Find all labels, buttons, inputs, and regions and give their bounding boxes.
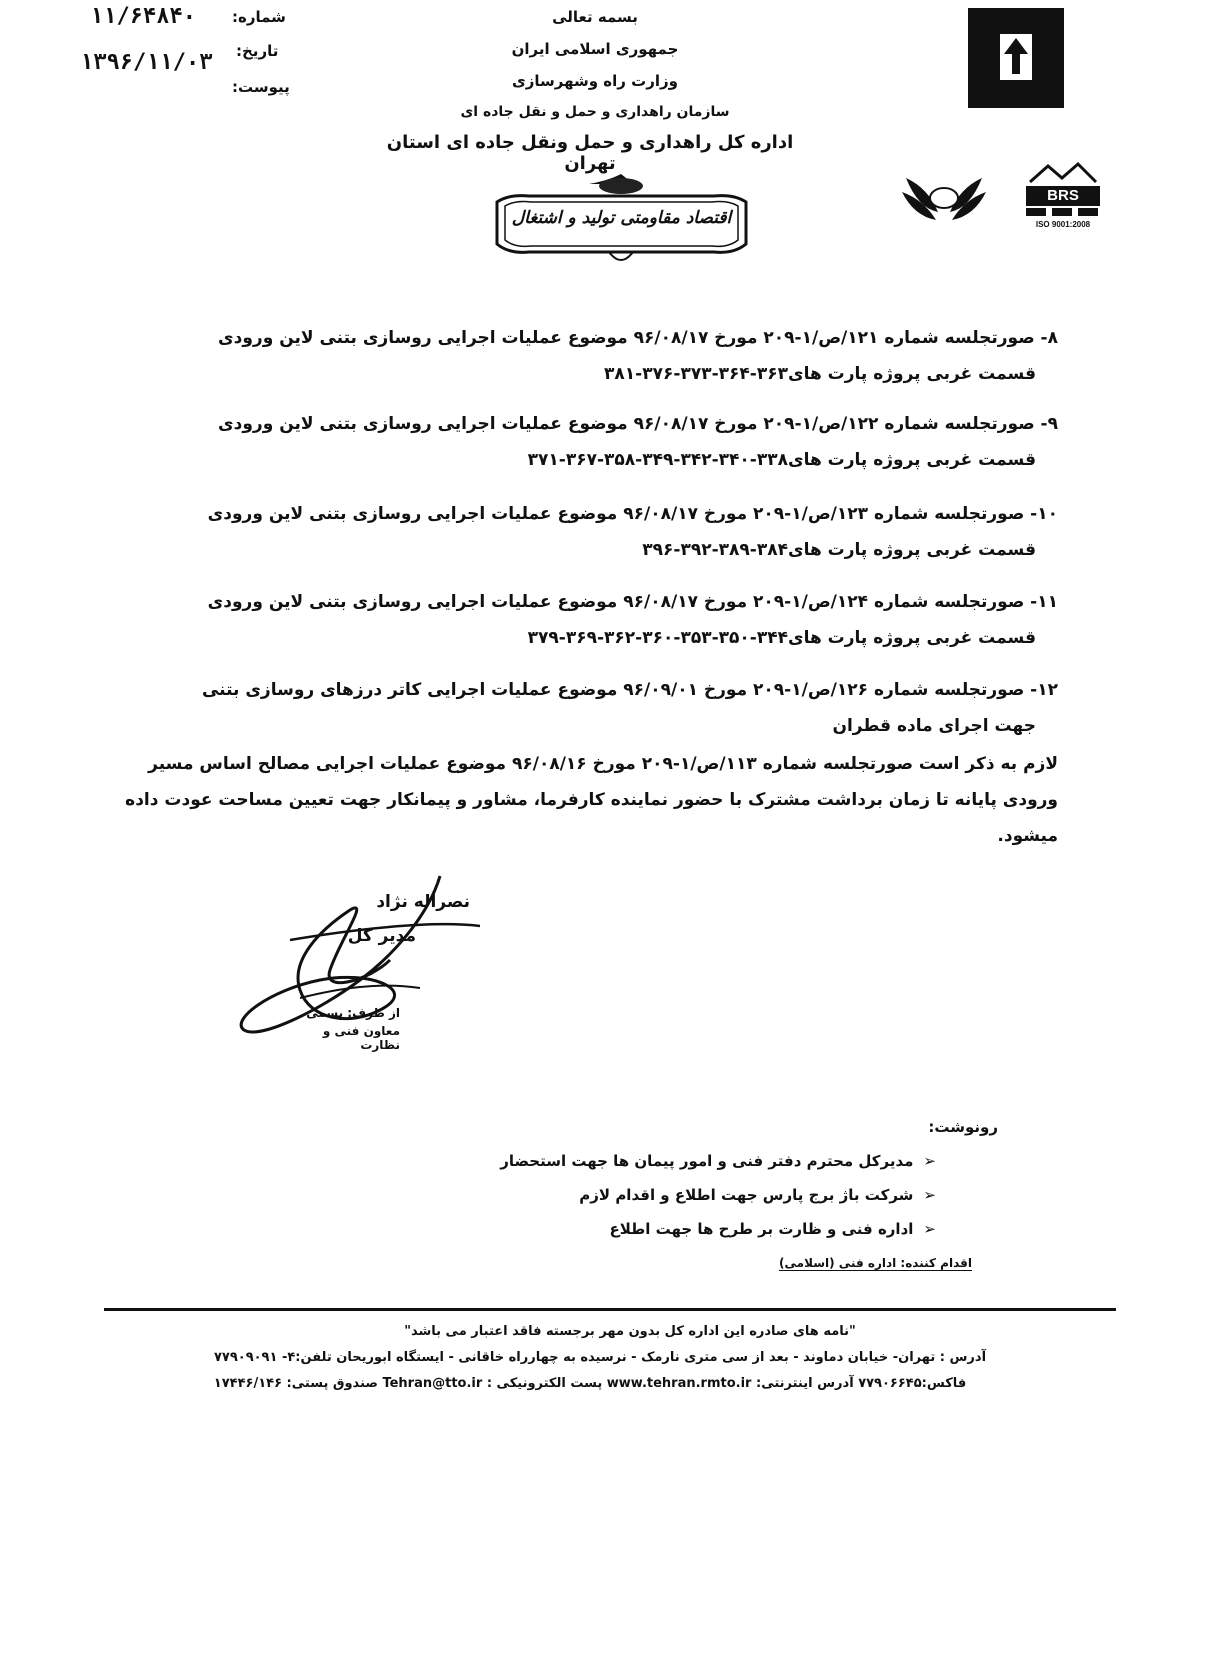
footer-address: آدرس : تهران- خیابان دماوند - بعد از سی متری نارمک - نرسیده به چهارراه خاقانی - ایستگاه ابوریحان تلفن:۴- ۷۷۹۰۹۰۹۱	[213, 1350, 987, 1365]
cc-item	[500, 1152, 936, 1170]
brs-text: BRS	[1047, 187, 1079, 204]
cc-item	[609, 1220, 936, 1238]
cc-item-text: مدیرکل محترم دفتر فنی و امور پیمان ها جهت استحضار	[500, 1152, 914, 1170]
wings-logo	[898, 168, 990, 230]
date-value: ۱۳۹۶/۱۱/۰۳	[80, 50, 213, 75]
action-by: اقدام کننده: اداره فنی (اسلامی)	[779, 1256, 972, 1270]
brs-iso-logo	[1022, 160, 1104, 232]
deputy-text: معاون فنی و نظارت	[322, 1024, 400, 1052]
footer-notice: "نامه های صادره این اداره کل بدون مهر برجسته فاقد اعتبار می باشد"	[404, 1324, 856, 1339]
note-line-3: میشود.	[997, 826, 1058, 846]
signatory-name: نصراله نژاد	[376, 892, 470, 912]
item-line-2: جهت اجرای ماده قطران	[832, 716, 1036, 736]
country-name: جمهوری اسلامی ایران	[511, 40, 679, 58]
date-label: تاریخ:	[236, 42, 279, 60]
note-paragraph	[98, 746, 1058, 854]
item-line-1: ۱۰- صورتجلسه شماره ۱۲۳/ص/۱-۲۰۹ مورخ ۹۶/۰۸/۱۷ موضوع عملیات اجرایی روسازی بتنی لاین ورودی	[207, 504, 1058, 524]
list-item	[138, 584, 1058, 656]
slogan-emblem	[489, 172, 754, 272]
list-item	[138, 406, 1058, 478]
item-line-2: قسمت غربی پروژه پارت های۳۶۳-۳۶۴-۳۷۳-۳۷۶-۳۸۱	[604, 364, 1036, 384]
footer-contact: فاکس:۷۷۹۰۶۶۴۵ آدرس اینترنتی: www.tehran.rmto.ir پست الکترونیکی : Tehran@tto.ir صندوق پستی: ۱۷۴۴۶/۱۴۶	[213, 1376, 967, 1391]
signatory-title: مدیر کل	[347, 926, 416, 946]
ministry-logo-icon	[964, 4, 1068, 112]
slogan-text: اقتصاد مقاومتی تولید و اشتغال	[511, 208, 732, 228]
item-line-1: ۱۲- صورتجلسه شماره ۱۲۶/ص/۱-۲۰۹ مورخ ۹۶/۰۹/۰۱ موضوع عملیات اجرایی کاتر درزهای روسازی بتنی	[201, 680, 1058, 700]
note-line-2: ورودی پایانه تا زمان برداشت مشترک با حضور نماینده کارفرما، مشاور و پیمانکار جهت تعیین مساحت عودت داده	[125, 790, 1058, 810]
organization-name: سازمان راهداری و حمل و نقل جاده ای	[460, 104, 730, 120]
wings-logo-icon	[898, 168, 990, 230]
list-item	[138, 320, 1058, 392]
item-line-1: ۹- صورتجلسه شماره ۱۲۲/ص/۱-۲۰۹ مورخ ۹۶/۰۸/۱۷ موضوع عملیات اجرایی روسازی بتنی لاین ورودی	[218, 414, 1058, 434]
note-line-1: لازم به ذکر است صورتجلسه شماره ۱۱۳/ص/۱-۲۰۹ مورخ ۹۶/۰۸/۱۶ موضوع عملیات اجرایی مصالح اساس مسیر	[148, 754, 1058, 774]
ministry-name: وزارت راه وشهرسازی	[512, 72, 678, 90]
on-behalf-text: از طرف: بسمی	[306, 1006, 400, 1020]
number-label: شماره:	[232, 8, 286, 26]
office-name: اداره کل راهداری و حمل ونقل جاده ای استان تهران	[386, 132, 794, 174]
cc-item-text: شرکت باژ برج پارس جهت اطلاع و اقدام لازم	[579, 1186, 914, 1204]
footer-rule	[104, 1308, 1116, 1311]
list-item	[138, 496, 1058, 568]
cc-item-text: اداره فنی و ظارت بر طرح ها جهت اطلاع	[609, 1220, 914, 1238]
list-item	[138, 672, 1058, 744]
arrow-bullet-icon: ➢	[923, 1186, 936, 1204]
signature-block	[230, 870, 530, 1050]
iso-text: ISO 9001:2008	[1035, 220, 1091, 229]
attachment-label: پیوست:	[232, 78, 290, 96]
number-value: ۱۱/۶۴۸۴۰	[90, 4, 196, 29]
cc-item	[579, 1186, 936, 1204]
item-line-1: ۱۱- صورتجلسه شماره ۱۲۴/ص/۱-۲۰۹ مورخ ۹۶/۰۸/۱۷ موضوع عملیات اجرایی روسازی بتنی لاین ورودی	[207, 592, 1058, 612]
item-line-2: قسمت غربی پروژه پارت های۳۳۸-۳۴۰-۳۴۲-۳۴۹-۳۵۸-۳۶۷-۳۷۱	[527, 450, 1036, 470]
item-line-1: ۸- صورتجلسه شماره ۱۲۱/ص/۱-۲۰۹ مورخ ۹۶/۰۸/۱۷ موضوع عملیات اجرایی روسازی بتنی لاین ورودی	[218, 328, 1058, 348]
item-line-2: قسمت غربی پروژه پارت های۳۴۴-۳۵۰-۳۵۳-۳۶۰-۳۶۲-۳۶۹-۳۷۹	[527, 628, 1036, 648]
cc-title: رونوشت:	[928, 1118, 998, 1136]
ministry-logo	[964, 4, 1068, 112]
item-line-2: قسمت غربی پروژه پارت های۳۸۴-۳۸۹-۳۹۲-۳۹۶	[642, 540, 1036, 560]
arrow-bullet-icon: ➢	[923, 1152, 936, 1170]
basmala: بسمه تعالی	[552, 8, 638, 26]
arrow-bullet-icon: ➢	[923, 1220, 936, 1238]
